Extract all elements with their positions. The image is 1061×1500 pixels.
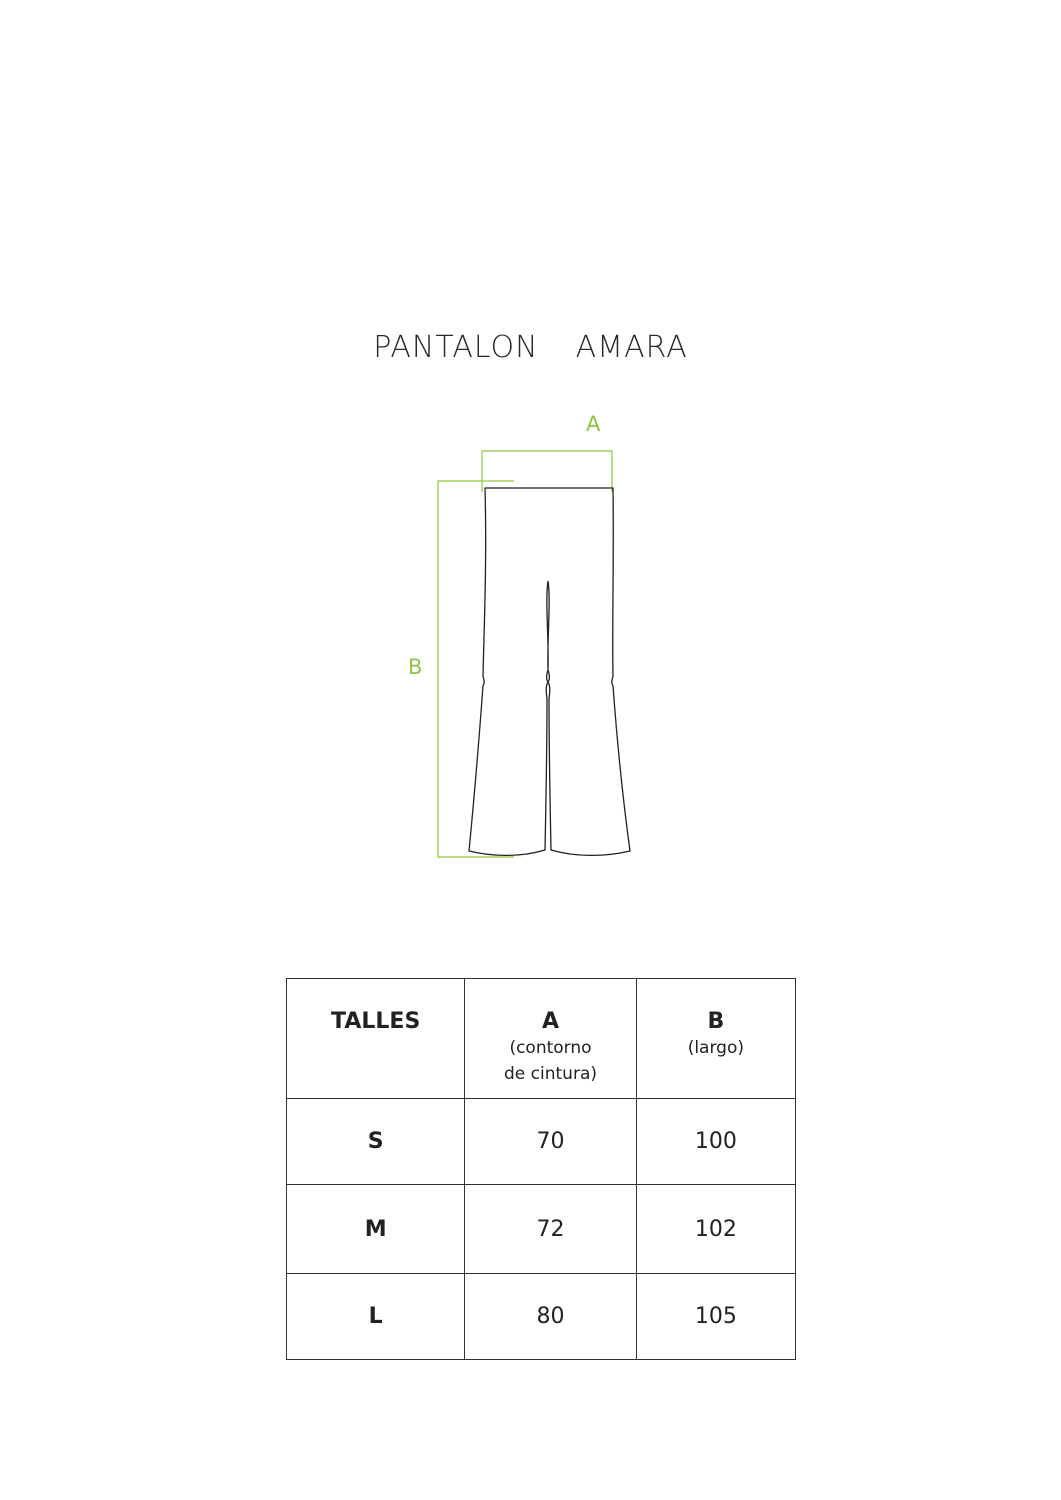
product-title: PANTALON AMARA <box>373 330 688 365</box>
a-value-cell: 72 <box>465 1185 636 1274</box>
header-b-label: B <box>707 1009 725 1034</box>
header-talles-label: TALLES <box>331 1009 421 1034</box>
dimension-b-bracket <box>438 481 514 857</box>
size-cell: S <box>287 1099 465 1185</box>
header-a-label: A <box>541 1009 560 1034</box>
header-a-sub-line2: de cintura) <box>504 1064 597 1084</box>
table-header-row <box>287 979 796 1099</box>
header-talles <box>287 979 465 1099</box>
table-row <box>287 1099 796 1185</box>
b-value-cell: 102 <box>636 1185 795 1274</box>
size-cell: L <box>287 1274 465 1360</box>
a-value-cell: 80 <box>465 1274 636 1360</box>
dimension-a-bracket <box>482 451 612 492</box>
pants-outline <box>469 488 630 855</box>
dimension-b-label: B <box>408 655 423 679</box>
size-table <box>286 978 796 1360</box>
header-a-sub-line1: (contorno <box>509 1038 592 1058</box>
header-b-sub: (largo) <box>687 1038 744 1058</box>
header-a <box>465 979 636 1099</box>
table-row <box>287 1274 796 1360</box>
b-value-cell: 105 <box>636 1274 795 1360</box>
dimension-a-label: A <box>586 412 601 436</box>
b-value-cell: 100 <box>636 1099 795 1185</box>
size-cell: M <box>287 1185 465 1274</box>
header-b <box>636 979 795 1099</box>
table-row <box>287 1185 796 1274</box>
a-value-cell: 70 <box>465 1099 636 1185</box>
